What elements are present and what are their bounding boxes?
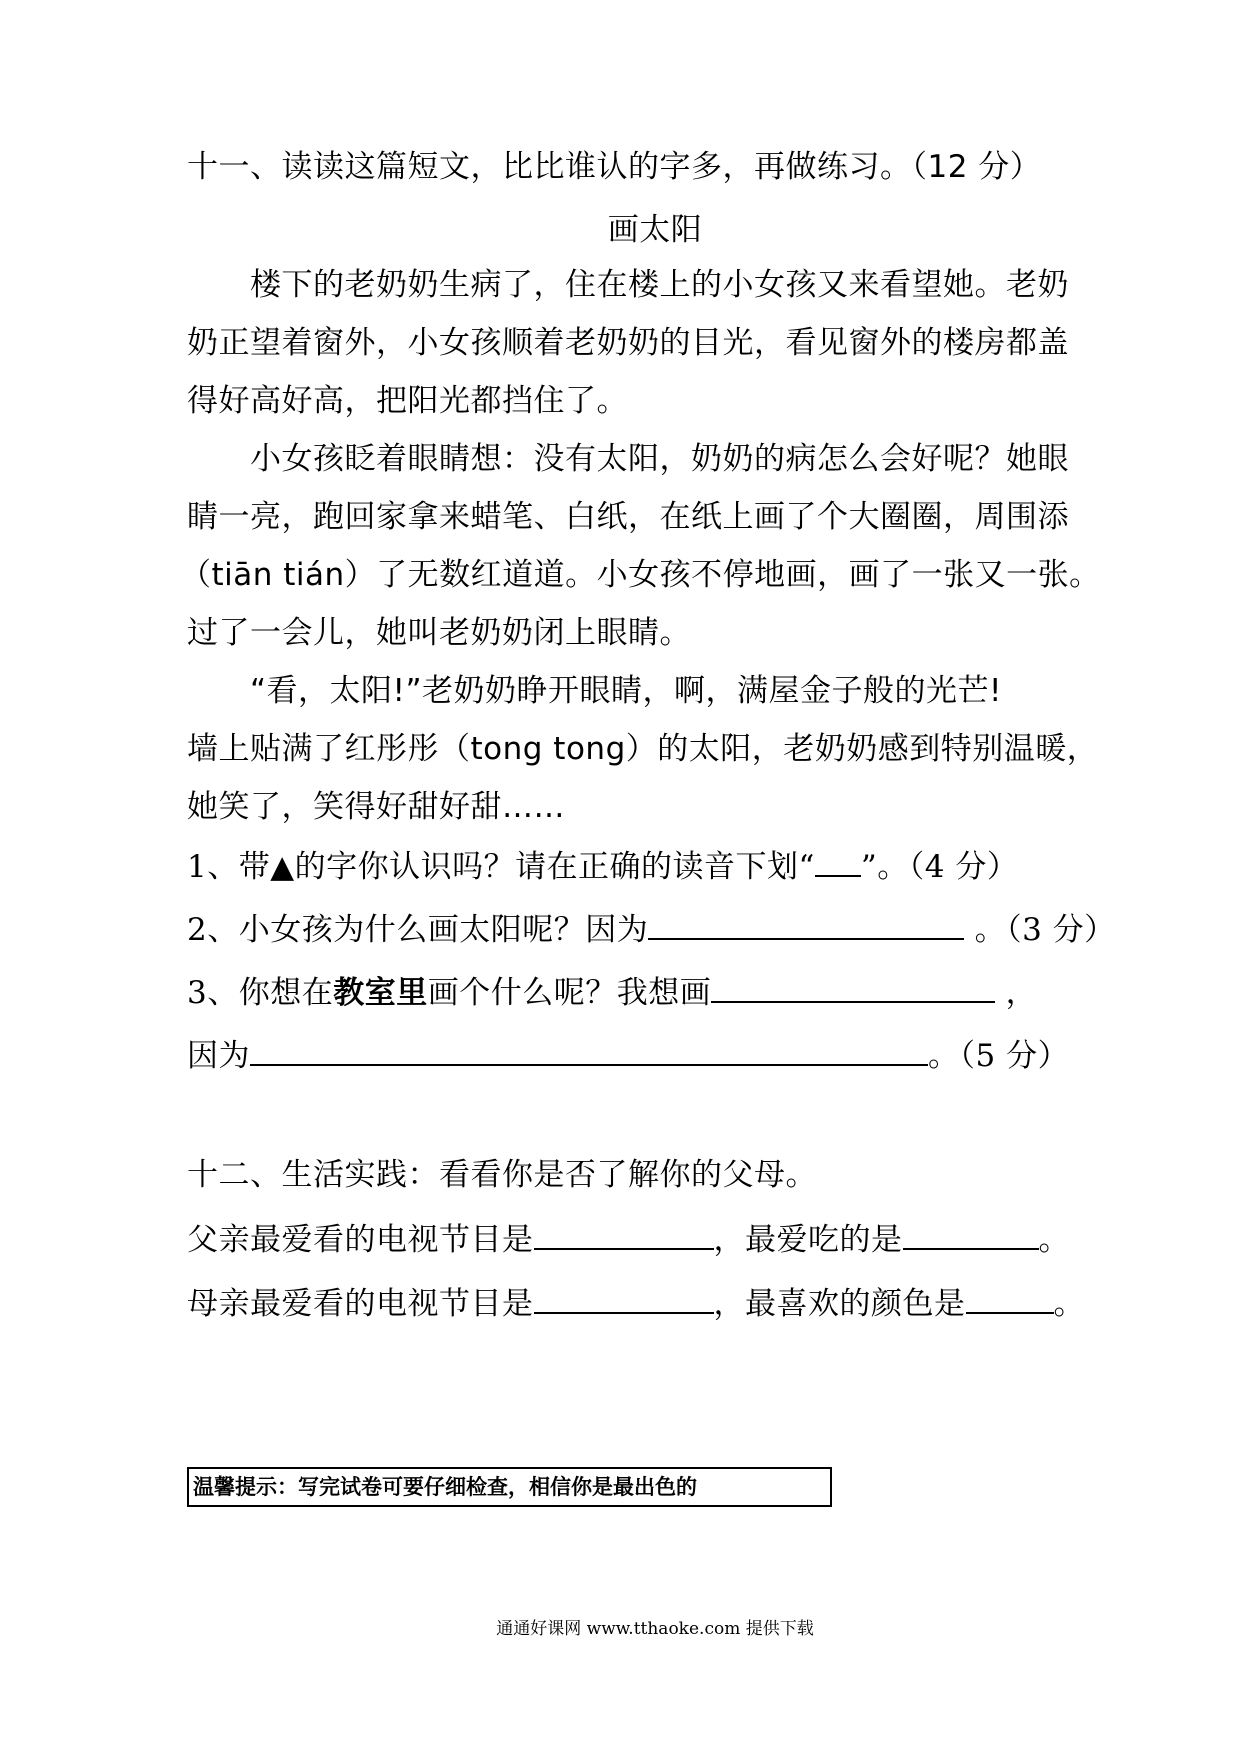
question-3-comma: ，: [995, 975, 1038, 1011]
passage-line: 睛一亮，跑回家拿来蜡笔、白纸，在纸上画了个大圈圈，周围添: [187, 499, 1069, 535]
passage-line: “看，太阳!”老奶奶睁开眼睛，啊，满屋金子般的光芒!: [187, 673, 1002, 709]
question-1-score: ”。（4 分）: [860, 849, 1019, 885]
question-3-reason-text: 因为: [187, 1038, 250, 1074]
answer-blank[interactable]: [648, 908, 964, 940]
question-3-text: 3、你想在: [187, 975, 334, 1011]
period: 。: [1038, 1222, 1070, 1258]
question-1: [187, 845, 1018, 887]
tip-text: 写完试卷可要仔细检查，相信你是最出色的: [298, 1474, 697, 1499]
period: 。: [1053, 1286, 1085, 1322]
passage-line: 小女孩眨着眼睛想：没有太阳，奶奶的病怎么会好呢？她眼: [187, 441, 1069, 477]
passage-line: 墙上贴满了红彤彤（tong tong）的太阳，老奶奶感到特别温暖，: [187, 731, 1099, 767]
passage-line: 她笑了，笑得好甜好甜……: [187, 789, 565, 825]
question-1-text: 1、带▲的字你认识吗？请在正确的读音下划“: [187, 849, 815, 885]
question-3-reason: [187, 1034, 1069, 1076]
mother-tv-blank[interactable]: [534, 1282, 714, 1314]
answer-blank[interactable]: [711, 971, 995, 1003]
answer-blank[interactable]: [815, 845, 861, 877]
mother-color-blank[interactable]: [966, 1282, 1054, 1314]
question-2-score: 。（3 分）: [964, 912, 1116, 948]
question-2: [187, 908, 1116, 950]
mother-color-label: ，最喜欢的颜色是: [713, 1286, 966, 1322]
page-footer: 通通好课网 www.tthaoke.com 提供下载: [496, 1619, 814, 1639]
passage-line: 奶正望着窗外，小女孩顺着老奶奶的目光，看见窗外的楼房都盖: [187, 325, 1069, 361]
tip-box: [187, 1467, 832, 1507]
tip-label: 温馨提示：: [193, 1474, 298, 1499]
father-food-blank[interactable]: [903, 1218, 1039, 1250]
question-3: [187, 971, 1037, 1013]
father-tv-blank[interactable]: [534, 1218, 714, 1250]
passage-line: （tiān tián）了无数红道道。小女孩不停地画，画了一张又一张。: [180, 557, 1101, 593]
passage-line: 过了一会儿，她叫老奶奶闭上眼睛。: [187, 615, 691, 651]
section-12-heading: 十二、生活实践：看看你是否了解你的父母。: [187, 1157, 817, 1193]
story-title: 画太阳: [607, 212, 703, 248]
answer-blank[interactable]: [250, 1034, 928, 1066]
question-3-text-mid: 画个什么呢？我想画: [427, 975, 712, 1011]
passage-line: 得好高好高，把阳光都挡住了。: [187, 383, 628, 419]
father-food-label: ，最爱吃的是: [713, 1222, 903, 1258]
mother-tv-label: 母亲最爱看的电视节目是: [187, 1286, 534, 1322]
father-tv-label: 父亲最爱看的电视节目是: [187, 1222, 534, 1258]
question-2-text: 2、小女孩为什么画太阳呢？因为: [187, 912, 649, 948]
passage-line: 楼下的老奶奶生病了，住在楼上的小女孩又来看望她。老奶: [187, 267, 1069, 303]
section-11-heading: 十一、读读这篇短文，比比谁认的字多，再做练习。（12 分）: [187, 149, 1042, 185]
question-3-emphasis: 教室里: [333, 975, 428, 1011]
father-line: [187, 1218, 1070, 1260]
mother-line: [187, 1282, 1085, 1324]
question-3-score: 。（5 分）: [928, 1038, 1070, 1074]
